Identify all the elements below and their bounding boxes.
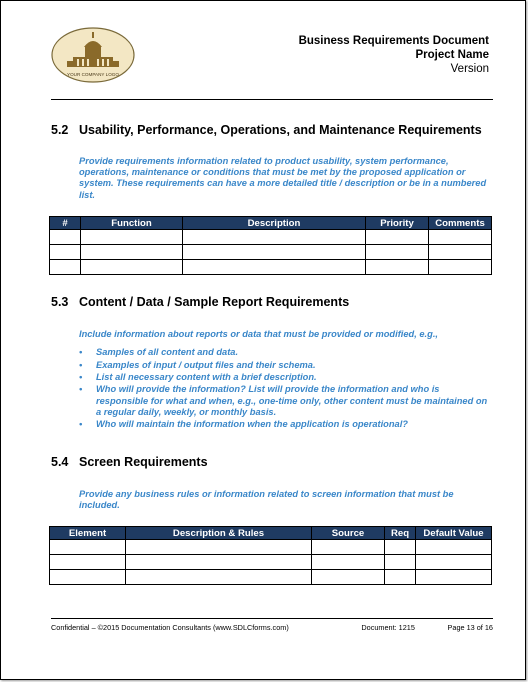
section-title: Content / Data / Sample Report Requirements xyxy=(79,295,350,309)
bullet-icon: • xyxy=(79,371,83,382)
section-instructions-block xyxy=(79,329,489,432)
column-header-element: Element xyxy=(50,527,126,540)
table-row xyxy=(50,260,492,275)
table-cell[interactable] xyxy=(81,230,183,245)
column-header-function: Function xyxy=(81,217,183,230)
list-item: • Who will maintain the information when the application is operational? xyxy=(79,419,408,430)
table-cell[interactable] xyxy=(126,570,312,585)
table-cell[interactable] xyxy=(312,570,385,585)
table-cell[interactable] xyxy=(81,245,183,260)
footer-document-number: Document: 1215 xyxy=(361,623,415,632)
table-cell[interactable] xyxy=(50,230,81,245)
table-cell[interactable] xyxy=(183,260,366,275)
column-header-priority: Priority xyxy=(366,217,429,230)
table-cell[interactable] xyxy=(429,230,492,245)
table-cell[interactable] xyxy=(416,555,492,570)
table-cell[interactable] xyxy=(50,260,81,275)
table-header-row xyxy=(50,217,492,230)
section-number: 5.4 xyxy=(51,455,69,469)
bullet-icon: • xyxy=(79,359,83,370)
section-instructions: Include information about reports or data that must be provided or modified, e.g., xyxy=(79,329,438,339)
column-header-number: # xyxy=(50,217,81,230)
header-divider xyxy=(51,99,493,100)
column-header-comments: Comments xyxy=(429,217,492,230)
screen-requirements-table xyxy=(49,526,492,585)
section-heading-5-3 xyxy=(51,295,349,309)
table-cell[interactable] xyxy=(183,230,366,245)
column-header-description-rules: Description & Rules xyxy=(126,527,312,540)
table-row xyxy=(50,245,492,260)
page-footer xyxy=(51,623,493,632)
table-cell[interactable] xyxy=(366,230,429,245)
table-cell[interactable] xyxy=(416,540,492,555)
section-instructions: Provide requirements information related to product usability, system performance, operations, maintenance or conditions that must be met by the proposed application or system. These requirements can have a more detailed title / description or be in a numbered list. xyxy=(79,156,487,200)
column-header-source: Source xyxy=(312,527,385,540)
document-version: Version xyxy=(450,63,489,75)
section-number: 5.2 xyxy=(51,123,69,137)
table-cell[interactable] xyxy=(366,260,429,275)
table-row xyxy=(50,570,492,585)
column-header-req: Req xyxy=(385,527,416,540)
table-row xyxy=(50,555,492,570)
footer-divider xyxy=(51,618,493,619)
document-title: Business Requirements Document xyxy=(298,35,489,47)
company-logo xyxy=(51,25,135,85)
requirements-table xyxy=(49,216,492,275)
list-item: • Who will provide the information? List will provide the information and who is responsible for what and when, e.g., one-time only, other content must be maintained on a regular daily, weekly, or monthly basis. xyxy=(79,384,488,417)
table-cell[interactable] xyxy=(385,540,416,555)
table-row xyxy=(50,230,492,245)
table-cell[interactable] xyxy=(366,245,429,260)
column-header-default-value: Default Value xyxy=(416,527,492,540)
table-cell[interactable] xyxy=(312,555,385,570)
table-header-row xyxy=(50,527,492,540)
section-title: Screen Requirements xyxy=(79,455,208,469)
table-cell[interactable] xyxy=(183,245,366,260)
section-number: 5.3 xyxy=(51,295,69,309)
section-heading-5-2 xyxy=(51,123,482,137)
table-cell[interactable] xyxy=(50,245,81,260)
table-cell[interactable] xyxy=(385,555,416,570)
list-item: • List all necessary content with a brief description. xyxy=(79,371,317,382)
logo-caption: YOUR COMPANY LOGO xyxy=(67,72,119,77)
table-cell[interactable] xyxy=(81,260,183,275)
column-header-description: Description xyxy=(183,217,366,230)
list-item: • Examples of input / output files and their schema. xyxy=(79,359,316,370)
list-item: • Samples of all content and data. xyxy=(79,347,239,358)
table-cell[interactable] xyxy=(126,555,312,570)
document-header xyxy=(299,34,489,76)
table-cell[interactable] xyxy=(385,570,416,585)
bullet-icon: • xyxy=(79,347,83,358)
bullet-icon: • xyxy=(79,384,83,395)
table-cell[interactable] xyxy=(416,570,492,585)
footer-page-number: Page 13 of 16 xyxy=(447,623,493,632)
section-instructions: Provide any business rules or information related to screen information that must be included. xyxy=(79,489,454,511)
section-heading-5-4 xyxy=(51,455,208,469)
table-cell[interactable] xyxy=(50,570,126,585)
table-cell[interactable] xyxy=(50,555,126,570)
table-cell[interactable] xyxy=(312,540,385,555)
instruction-bullet-list xyxy=(79,347,489,430)
table-cell[interactable] xyxy=(50,540,126,555)
bullet-icon: • xyxy=(79,419,83,430)
footer-confidential: Confidential – ©2015 Documentation Consultants (www.SDLCforms.com) xyxy=(51,623,289,632)
table-cell[interactable] xyxy=(429,260,492,275)
project-name: Project Name xyxy=(415,49,489,61)
table-row xyxy=(50,540,492,555)
table-cell[interactable] xyxy=(126,540,312,555)
section-title: Usability, Performance, Operations, and Maintenance Requirements xyxy=(79,123,482,137)
table-cell[interactable] xyxy=(429,245,492,260)
